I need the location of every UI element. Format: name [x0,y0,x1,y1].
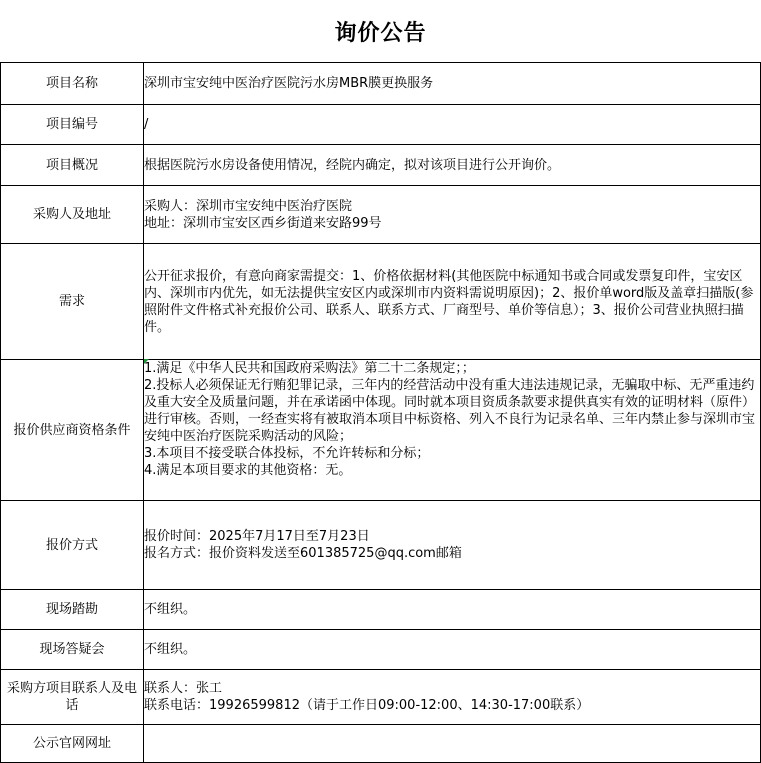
value-line: 报名方式：报价资料发送至601385725@qq.com邮箱 [144,546,462,561]
notice-table [0,62,761,763]
row-label-official-site: 公示官网网址 [1,725,144,763]
row-label-quote-method: 报价方式 [1,501,144,590]
value-line: 公开征求报价，有意向商家需提交：1、价格依据材料(其他医院中标通知书或合同或发票复印件，宝安区内、深圳市内优先，如无法提供宝安区内或深圳市内资料需说明原因)；2、报价单word版及盖章扫描版(参照附件文件格式补充报价公司、联系人、联系方式、厂商型号、单价等信息）；3、报价公司营业执照扫描件。 [144,268,754,335]
cell-comment-marker [144,359,149,364]
table-row [1,590,761,630]
row-value-site-visit [144,590,761,630]
table-row [1,63,761,105]
row-value-contact [144,670,761,725]
row-value-official-site [144,725,761,763]
value-line: 3.本项目不接受联合体投标，不允许转标和分标； [144,446,430,461]
row-label-qualifications: 报价供应商资格条件 [1,360,144,501]
value-line: / [144,117,149,132]
row-value-project-number [144,105,761,145]
table-row [1,501,761,590]
table-row [1,186,761,244]
table-row [1,360,761,501]
table-row [1,244,761,360]
value-line: 不组织。 [144,602,197,617]
table-row [1,630,761,670]
row-label-requirements: 需求 [1,244,144,360]
row-value-purchaser [144,186,761,244]
row-label-purchaser: 采购人及地址 [1,186,144,244]
row-value-qa-meeting [144,630,761,670]
row-label-overview: 项目概况 [1,145,144,186]
table-row [1,670,761,725]
value-line: 联系人：张工 [144,681,223,696]
page-title: 询价公告 [334,20,427,46]
row-value-overview [144,145,761,186]
row-label-qa-meeting: 现场答疑会 [1,630,144,670]
row-value-project-name [144,63,761,105]
value-line: 4.满足本项目要求的其他资格：无。 [144,463,352,478]
value-line: 联系电话：19926599812（请于工作日09:00-12:00、14:30-17:00联系） [144,698,590,713]
value-line: 深圳市宝安纯中医治疗医院污水房MBR膜更换服务 [144,76,434,91]
value-line: 采购人：深圳市宝安纯中医治疗医院 [144,198,353,214]
value-line: 2.投标人必须保证无行贿犯罪记录，三年内的经营活动中没有重大违法违规记录，无骗取中标、无严重违约及重大安全及质量问题，并在承诺函中体现。同时就本项目资质条款要求提供真实有效的证明材料（原件）进行审核。否则，一经查实将有被取消本项目中标资格、列入不良行为记录名单、三年内禁止参与深圳市宝安纯中医治疗医院采购活动的风险； [144,378,756,444]
row-value-qualifications [144,360,761,501]
value-line: 1.满足《中华人民共和国政府采购法》第二十二条规定；； [144,361,475,376]
table-row [1,105,761,145]
row-value-requirements [144,244,761,360]
value-line: 地址：深圳市宝安区西乡街道来安路99号 [144,215,382,231]
table-row [1,725,761,763]
row-value-quote-method [144,501,761,590]
value-line: 不组织。 [144,642,197,657]
table-row [1,145,761,186]
row-label-project-name: 项目名称 [1,63,144,105]
row-label-contact: 采购方项目联系人及电话 [1,670,144,725]
row-label-project-number: 项目编号 [1,105,144,145]
value-line: 报价时间：2025年7月17日至7月23日 [144,529,370,544]
row-label-site-visit: 现场踏勘 [1,590,144,630]
value-line: 根据医院污水房设备使用情况，经院内确定，拟对该项目进行公开询价。 [144,157,561,173]
